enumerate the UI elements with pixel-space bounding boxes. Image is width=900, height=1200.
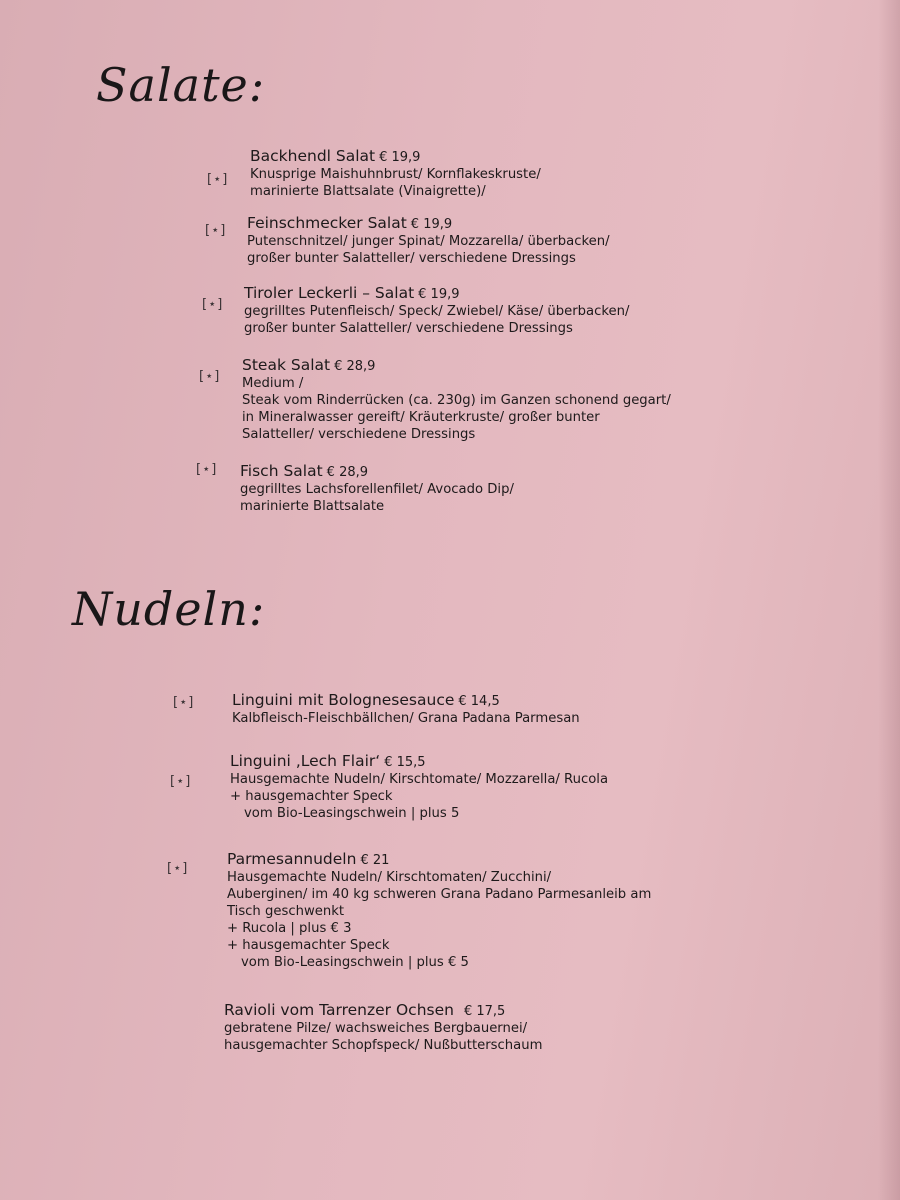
item-title: Tiroler Leckerli – Salat bbox=[244, 284, 415, 302]
menu-item-linguini-lech-flair bbox=[230, 751, 608, 822]
item-description-line: hausgemachter Schopfspeck/ Nußbutterschaum bbox=[224, 1038, 543, 1053]
item-description-line: Medium / bbox=[242, 376, 304, 391]
item-description-line: + Rucola | plus € 3 bbox=[227, 921, 352, 936]
item-price: € 21 bbox=[360, 853, 390, 868]
item-marker: [⋆] bbox=[167, 861, 189, 876]
item-description-line: marinierte Blattsalate (Vinaigrette)/ bbox=[250, 184, 486, 199]
menu-item-linguini-bolognese bbox=[232, 690, 580, 727]
item-title: Linguini ‚Lech Flair‘ bbox=[230, 752, 381, 770]
menu-item-backhendl-salat bbox=[250, 146, 541, 200]
item-marker: [⋆] bbox=[207, 172, 229, 187]
menu-item-tiroler-leckerli-salat bbox=[244, 283, 629, 337]
item-title: Fisch Salat bbox=[240, 462, 323, 480]
item-title: Linguini mit Bolognesesauce bbox=[232, 691, 455, 709]
item-description-line: Hausgemachte Nudeln/ Kirschtomate/ Mozzarella/ Rucola bbox=[230, 772, 609, 787]
item-description-line: Hausgemachte Nudeln/ Kirschtomaten/ Zucchini/ bbox=[227, 870, 552, 885]
item-description-line: Kalbfleisch-Fleischbällchen/ Grana Padana Parmesan bbox=[232, 711, 580, 726]
item-marker: [⋆] bbox=[173, 695, 195, 710]
item-price: € 19,9 bbox=[410, 217, 453, 232]
item-description-line: gegrilltes Lachsforellenfilet/ Avocado Dip/ bbox=[240, 482, 514, 497]
page-edge-shadow bbox=[878, 0, 900, 1200]
item-description-line: marinierte Blattsalate bbox=[240, 499, 385, 514]
menu-item-feinschmecker-salat bbox=[247, 213, 610, 267]
item-marker: [⋆] bbox=[196, 462, 218, 477]
item-description-line: gebratene Pilze/ wachsweiches Bergbauernei/ bbox=[224, 1021, 528, 1036]
item-description-line: großer bunter Salatteller/ verschiedene Dressings bbox=[247, 251, 576, 266]
item-description-line: gegrilltes Putenfleisch/ Speck/ Zwiebel/ Käse/ überbacken/ bbox=[244, 304, 630, 319]
menu-item-fisch-salat bbox=[240, 461, 514, 515]
item-price: € 14,5 bbox=[458, 694, 500, 709]
item-price: € 15,5 bbox=[384, 755, 426, 770]
item-description-line: vom Bio-Leasingschwein | plus € 5 bbox=[241, 955, 469, 970]
item-description-line: + hausgemachter Speck bbox=[230, 789, 393, 804]
menu-item-ravioli-tarrenzer-ochsen bbox=[224, 1000, 542, 1054]
item-price: € 28,9 bbox=[334, 359, 376, 374]
item-description-line: Tisch geschwenkt bbox=[227, 904, 345, 919]
menu-item-parmesannudeln bbox=[227, 849, 651, 971]
item-marker: [⋆] bbox=[199, 369, 221, 384]
item-description-line: Putenschnitzel/ junger Spinat/ Mozzarella/ überbacken/ bbox=[247, 234, 610, 249]
item-description-line: + hausgemachter Speck bbox=[227, 938, 390, 953]
item-price: € 17,5 bbox=[463, 1004, 506, 1019]
menu-item-steak-salat bbox=[242, 355, 671, 443]
item-title: Parmesannudeln bbox=[227, 850, 357, 868]
item-description-line: Knusprige Maishuhnbrust/ Kornflakeskruste/ bbox=[250, 167, 541, 182]
item-title: Feinschmecker Salat bbox=[247, 214, 407, 232]
item-price: € 19,9 bbox=[418, 287, 460, 302]
section-heading-nudeln: Nudeln: bbox=[72, 582, 266, 636]
item-description-line: Auberginen/ im 40 kg schweren Grana Padano Parmesanleib am bbox=[227, 887, 652, 902]
item-title: Backhendl Salat bbox=[250, 147, 376, 165]
item-price: € 19,9 bbox=[379, 150, 421, 165]
item-marker: [⋆] bbox=[205, 223, 227, 238]
item-title: Ravioli vom Tarrenzer Ochsen bbox=[224, 1001, 454, 1019]
section-heading-salate: Salate: bbox=[96, 58, 266, 112]
item-description-line: in Mineralwasser gereift/ Kräuterkruste/ großer bunter bbox=[242, 410, 600, 425]
item-description-line: Steak vom Rinderrücken (ca. 230g) im Ganzen schonend gegart/ bbox=[242, 393, 671, 408]
item-description-line: großer bunter Salatteller/ verschiedene Dressings bbox=[244, 321, 573, 336]
item-description-line: Salatteller/ verschiedene Dressings bbox=[242, 427, 476, 442]
item-description-line: vom Bio-Leasingschwein | plus 5 bbox=[244, 806, 460, 821]
item-marker: [⋆] bbox=[202, 297, 224, 312]
item-marker: [⋆] bbox=[170, 774, 192, 789]
item-price: € 28,9 bbox=[326, 465, 369, 480]
item-title: Steak Salat bbox=[242, 356, 331, 374]
